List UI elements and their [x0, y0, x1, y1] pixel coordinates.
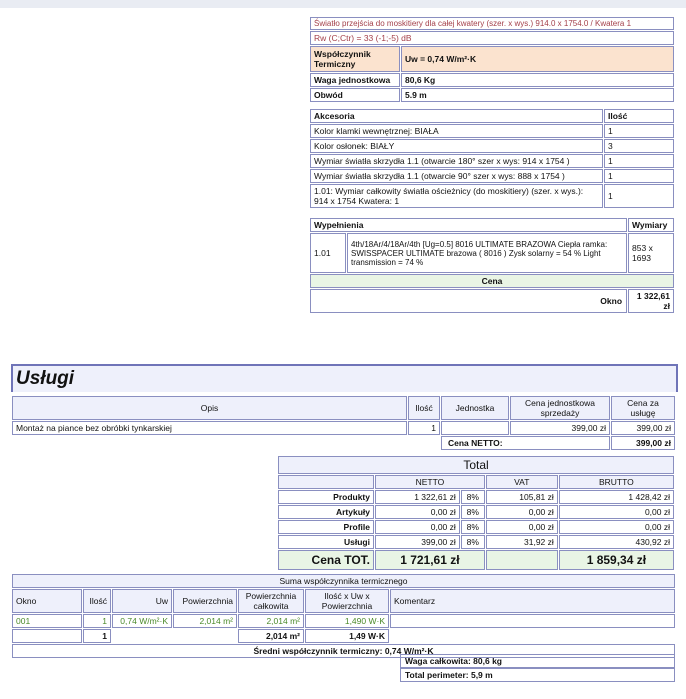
totals-row-label: Profile [278, 520, 374, 534]
thermal-row-total-area: 2,014 m² [238, 614, 304, 628]
thermal-sum-qty-uw-area: 1,49 W·K [305, 629, 389, 643]
glazing-table [309, 217, 675, 314]
totals-row-vat: 0,00 zł [486, 505, 558, 519]
thermal-average: Średni współczynnik termiczny: 0,74 W/m²·K [12, 644, 675, 658]
accessory-name: Kolor klamki wewnętrznej: BIAŁA [310, 124, 603, 138]
accessory-qty: 1 [604, 154, 674, 168]
accessories-qty-header: Ilość [604, 109, 674, 123]
totals-table [277, 455, 675, 571]
services-unit-price-header: Cena jednostkowa sprzedaży [510, 396, 610, 420]
net-price-label: Cena NETTO: [441, 436, 610, 450]
dims-header: Wymiary [628, 218, 674, 232]
thermal-coef-label: Współczynnik Termiczny [310, 46, 400, 72]
unit-weight-value: 80,6 Kg [401, 73, 674, 87]
thermal-sum-qty: 1 [83, 629, 111, 643]
totals-row-label: Produkty [278, 490, 374, 504]
unit-weight-label: Waga jednostkowa [310, 73, 400, 87]
accessory-qty: 1 [604, 169, 674, 183]
glazing-code: 1.01 [310, 233, 346, 273]
glazing-header: Wypełnienia [310, 218, 627, 232]
services-qty-header: Ilość [408, 396, 440, 420]
services-unit-header: Jednostka [441, 396, 509, 420]
services-price-header: Cena za usługę [611, 396, 675, 420]
thermal-sum-total-area: 2,014 m² [238, 629, 304, 643]
glazing-desc: 4th/18Ar/4/18Ar/4th [Ug=0.5] 8016 ULTIMATE BRAZOWA Ciepła ramka: SWISSPACER ULTIMATE brazowa ( 8016 ) Zysk solarny = 54 % Light transmission = 74 % [347, 233, 627, 273]
totals-row-net: 0,00 zł [375, 520, 460, 534]
thermal-row-comment [390, 614, 675, 628]
total-perimeter: Total perimeter: 5,9 m [405, 670, 493, 680]
window-title: Światło przejścia do moskitiery dla całej kwatery (szer. x wys.) 914.0 x 1754.0 / Kwatera 1 [310, 17, 674, 30]
thermal-comment-header: Komentarz [390, 589, 675, 613]
accessory-qty: 1 [604, 184, 674, 208]
totals-row-net: 0,00 zł [375, 505, 460, 519]
accessory-name: Kolor osłonek: BIAŁY [310, 139, 603, 153]
totals-row-gross: 0,00 zł [559, 520, 674, 534]
net-price-value: 399,00 zł [611, 436, 675, 450]
totals-row-net: 399,00 zł [375, 535, 460, 549]
totals-row-gross: 1 428,42 zł [559, 490, 674, 504]
accessory-name: 1.01: Wymiar całkowity światła ościeżnicy (do moskitiery) (szer. x wys.): 914 x 1754 Kwatera: 1 [310, 184, 603, 208]
thermal-row-uw: 0,74 W/m²·K [112, 614, 172, 628]
accessory-name: Wymiar światła skrzydła 1.1 (otwarcie 90° szer x wys: 888 x 1754 ) [310, 169, 603, 183]
price-header: Cena [310, 274, 674, 288]
thermal-uw-header: Uw [112, 589, 172, 613]
totals-row-label: Artykuły [278, 505, 374, 519]
service-qty: 1 [408, 421, 440, 435]
totals-row-gross: 0,00 zł [559, 505, 674, 519]
totals-row-vat-pct: 8% [461, 490, 485, 504]
totals-gross-header: BRUTTO [559, 475, 674, 489]
totals-title: Total [278, 456, 674, 474]
thermal-qty-header: Ilość [83, 589, 111, 613]
services-desc-header: Opis [12, 396, 407, 420]
window-details-table [309, 16, 675, 103]
accessory-qty: 1 [604, 124, 674, 138]
rw-value: Rw (C;Ctr) = 33 (-1;-5) dB [310, 31, 674, 45]
totals-vat-header: VAT [486, 475, 558, 489]
thermal-row-window: 001 [12, 614, 82, 628]
services-section [11, 364, 678, 392]
thermal-row-qty: 1 [83, 614, 111, 628]
accessory-qty: 3 [604, 139, 674, 153]
thermal-window-header: Okno [12, 589, 82, 613]
thermal-row-area: 2,014 m² [173, 614, 237, 628]
totals-row-vat-pct: 8% [461, 535, 485, 549]
service-price: 399,00 zł [611, 421, 675, 435]
thermal-total-area-header: Powierzchnia całkowita [238, 589, 304, 613]
service-unit-price: 399,00 zł [510, 421, 610, 435]
totals-row-vat-pct: 8% [461, 505, 485, 519]
accessories-header: Akcesoria [310, 109, 603, 123]
thermal-coef-value: Uw = 0,74 W/m²·K [401, 46, 674, 72]
perimeter-value: 5.9 m [401, 88, 674, 102]
accessories-table [309, 108, 675, 209]
totals-row-vat: 105,81 zł [486, 490, 558, 504]
thermal-qty-uw-area-header: Ilość x Uw x Powierzchnia [305, 589, 389, 613]
glazing-dims: 853 x 1693 [628, 233, 674, 273]
totals-row-vat-pct: 8% [461, 520, 485, 534]
totals-row-label: Usługi [278, 535, 374, 549]
services-table [11, 395, 676, 451]
totals-row-vat: 0,00 zł [486, 520, 558, 534]
window-price-value: 1 322,61 zł [628, 289, 674, 313]
thermal-summary-title: Suma współczynnika termicznego [12, 574, 675, 588]
service-unit [441, 421, 509, 435]
thermal-summary-table [11, 573, 676, 659]
perimeter-label: Obwód [310, 88, 400, 102]
total-price-label: Cena TOT. [278, 550, 374, 570]
totals-row-gross: 430,92 zł [559, 535, 674, 549]
window-price-label: Okno [310, 289, 627, 313]
services-title: Usługi [13, 366, 676, 392]
top-band [0, 0, 686, 8]
thermal-row-qty-uw-area: 1,490 W·K [305, 614, 389, 628]
accessory-name: Wymiar światła skrzydła 1.1 (otwarcie 180° szer x wys: 914 x 1754 ) [310, 154, 603, 168]
total-gross-value: 1 859,34 zł [559, 550, 674, 570]
totals-net-header: NETTO [375, 475, 485, 489]
service-desc: Montaż na piance bez obróbki tynkarskiej [12, 421, 407, 435]
total-weight: Waga całkowita: 80,6 kg [405, 656, 502, 666]
thermal-area-header: Powierzchnia [173, 589, 237, 613]
total-net-value: 1 721,61 zł [375, 550, 485, 570]
total-weight-box [400, 654, 675, 668]
totals-row-vat: 31,92 zł [486, 535, 558, 549]
totals-row-net: 1 322,61 zł [375, 490, 460, 504]
total-perimeter-box [400, 668, 675, 682]
